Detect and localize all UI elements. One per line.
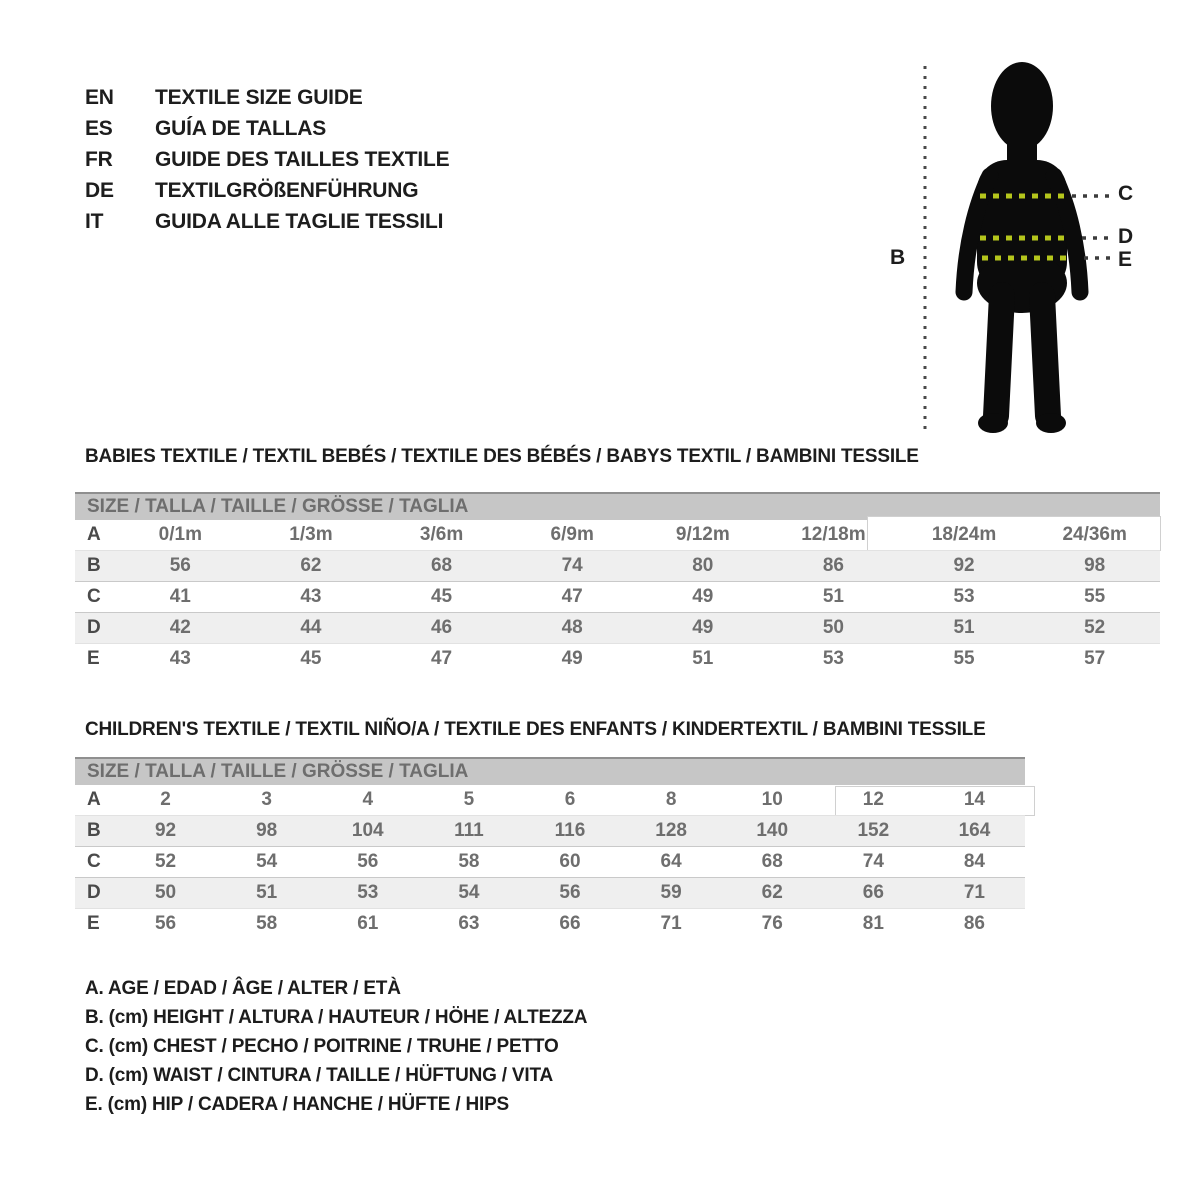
cell: 58 bbox=[256, 913, 278, 934]
cell: 74 bbox=[561, 555, 583, 576]
cell: 74 bbox=[862, 851, 884, 872]
cell: 84 bbox=[963, 851, 985, 872]
cell: 51 bbox=[256, 882, 278, 903]
cell: 42 bbox=[169, 617, 191, 638]
cell: 51 bbox=[953, 617, 975, 638]
children-row-c bbox=[75, 846, 1025, 877]
lang-label-fr: GUIDE DES TAILLES TEXTILE bbox=[155, 147, 450, 171]
row-label: C bbox=[87, 586, 101, 607]
waist-label: D bbox=[1118, 225, 1134, 248]
legend-hip: E. (cm) HIP / CADERA / HANCHE / HÜFTE / HIPS bbox=[85, 1093, 510, 1115]
measurement-figure bbox=[880, 50, 1160, 450]
cell: 56 bbox=[169, 555, 191, 576]
chest-label: C bbox=[1118, 182, 1134, 205]
lang-code-es: ES bbox=[85, 116, 113, 140]
children-table-header: SIZE / TALLA / TAILLE / GRÖSSE / TAGLIA bbox=[75, 757, 1025, 785]
cell: 44 bbox=[300, 617, 322, 638]
cell: 50 bbox=[822, 617, 844, 638]
height-label: B bbox=[890, 246, 906, 269]
row-label: B bbox=[87, 820, 101, 841]
cell: 3 bbox=[261, 789, 272, 810]
cell: 116 bbox=[554, 820, 586, 841]
cell: 81 bbox=[862, 913, 884, 934]
lang-row-de bbox=[85, 175, 449, 206]
children-row-d bbox=[75, 877, 1025, 908]
cell: 64 bbox=[660, 851, 682, 872]
lang-label-it: GUIDA ALLE TAGLIE TESSILI bbox=[155, 209, 444, 233]
cell: 48 bbox=[561, 617, 583, 638]
lang-row-it bbox=[85, 206, 449, 237]
lang-row-fr bbox=[85, 144, 449, 175]
cell: 62 bbox=[761, 882, 783, 903]
row-label: E bbox=[87, 913, 100, 934]
legend-height: B. (cm) HEIGHT / ALTURA / HAUTEUR / HÖHE / ALTEZZA bbox=[85, 1006, 588, 1028]
measurement-legend bbox=[85, 974, 587, 1119]
cell: 98 bbox=[256, 820, 278, 841]
cell: 47 bbox=[430, 648, 453, 669]
cell: 6 bbox=[564, 789, 576, 810]
cell: 5 bbox=[463, 789, 475, 810]
cell: 12/18m bbox=[801, 524, 866, 545]
cell: 45 bbox=[430, 586, 453, 607]
hip-label: E bbox=[1118, 248, 1133, 271]
child-silhouette bbox=[964, 62, 1080, 433]
lang-code-fr: FR bbox=[85, 147, 113, 171]
cell: 54 bbox=[458, 882, 480, 903]
children-row-e bbox=[75, 908, 1025, 939]
cell: 4 bbox=[362, 789, 374, 810]
cell: 92 bbox=[953, 555, 975, 576]
cell: 53 bbox=[822, 648, 844, 669]
cell: 92 bbox=[154, 820, 177, 841]
lang-row-en bbox=[85, 82, 449, 113]
row-label: A bbox=[87, 524, 101, 545]
cell: 49 bbox=[692, 586, 714, 607]
cell: 104 bbox=[351, 820, 384, 841]
lang-label-es: GUÍA DE TALLAS bbox=[155, 116, 327, 140]
babies-row-e bbox=[75, 643, 1160, 674]
cell: 10 bbox=[761, 789, 783, 810]
cell: 80 bbox=[692, 555, 714, 576]
cell: 71 bbox=[963, 882, 985, 903]
cell: 18/24m bbox=[931, 524, 997, 545]
cell: 61 bbox=[357, 913, 379, 934]
cell: 86 bbox=[963, 913, 985, 934]
cell: 52 bbox=[1084, 617, 1106, 638]
children-size-table bbox=[75, 757, 1025, 939]
cell: 128 bbox=[655, 820, 687, 841]
cell: 43 bbox=[169, 648, 191, 669]
cell: 52 bbox=[154, 851, 177, 872]
cell: 98 bbox=[1084, 555, 1106, 576]
cell: 68 bbox=[430, 555, 453, 576]
cell: 164 bbox=[958, 820, 991, 841]
babies-row-c bbox=[75, 581, 1160, 612]
cell: 56 bbox=[357, 851, 379, 872]
cell: 51 bbox=[822, 586, 844, 607]
cell: 68 bbox=[761, 851, 783, 872]
cell: 6/9m bbox=[550, 524, 594, 545]
cell: 47 bbox=[561, 586, 583, 607]
row-label: D bbox=[87, 617, 101, 638]
cell: 111 bbox=[454, 820, 484, 841]
cell: 49 bbox=[561, 648, 583, 669]
cell: 0/1m bbox=[158, 524, 202, 545]
cell: 45 bbox=[300, 648, 322, 669]
lang-code-de: DE bbox=[85, 178, 114, 202]
lang-row-es bbox=[85, 113, 449, 144]
legend-age: A. AGE / EDAD / ÂGE / ALTER / ETÀ bbox=[85, 977, 401, 999]
row-label: D bbox=[87, 882, 101, 903]
language-title-block bbox=[85, 82, 449, 237]
children-row-a bbox=[75, 785, 1025, 815]
cell: 49 bbox=[692, 617, 714, 638]
cell: 12 bbox=[862, 789, 884, 810]
cell: 54 bbox=[256, 851, 278, 872]
cell: 76 bbox=[761, 913, 783, 934]
cell: 59 bbox=[660, 882, 682, 903]
cell: 56 bbox=[154, 913, 177, 934]
cell: 50 bbox=[154, 882, 177, 903]
babies-table-header: SIZE / TALLA / TAILLE / GRÖSSE / TAGLIA bbox=[75, 492, 1160, 520]
cell: 43 bbox=[300, 586, 322, 607]
children-table-title: CHILDREN'S TEXTILE / TEXTIL NIÑO/A / TEXTILE DES ENFANTS / KINDERTEXTIL / BAMBINI TESSILE bbox=[85, 719, 986, 740]
cell: 58 bbox=[458, 851, 480, 872]
babies-table-title: BABIES TEXTILE / TEXTIL BEBÉS / TEXTILE DES BÉBÉS / BABYS TEXTIL / BAMBINI TESSILE bbox=[85, 446, 919, 467]
babies-size-table bbox=[75, 492, 1160, 674]
cell: 66 bbox=[862, 882, 884, 903]
lang-label-en: TEXTILE SIZE GUIDE bbox=[155, 85, 363, 109]
babies-row-d bbox=[75, 612, 1160, 643]
cell: 3/6m bbox=[419, 524, 464, 545]
lang-label-de: TEXTILGRÖßENFÜHRUNG bbox=[155, 178, 419, 202]
cell: 8 bbox=[665, 789, 677, 810]
row-label: E bbox=[87, 648, 100, 669]
cell: 140 bbox=[756, 820, 789, 841]
children-row-b bbox=[75, 815, 1025, 846]
cell: 41 bbox=[169, 586, 191, 607]
cell: 24/36m bbox=[1062, 524, 1127, 545]
cell: 71 bbox=[660, 913, 682, 934]
cell: 14 bbox=[963, 789, 985, 810]
row-label: C bbox=[87, 851, 101, 872]
cell: 66 bbox=[559, 913, 581, 934]
cell: 86 bbox=[822, 555, 844, 576]
cell: 1/3m bbox=[289, 524, 333, 545]
cell: 9/12m bbox=[675, 524, 730, 545]
lang-code-it: IT bbox=[85, 209, 104, 233]
cell: 55 bbox=[1084, 586, 1106, 607]
babies-row-b bbox=[75, 550, 1160, 581]
cell: 62 bbox=[300, 555, 322, 576]
legend-waist: D. (cm) WAIST / CINTURA / TAILLE / HÜFTUNG / VITA bbox=[85, 1064, 553, 1086]
cell: 51 bbox=[692, 648, 714, 669]
cell: 60 bbox=[559, 851, 581, 872]
row-label: A bbox=[87, 789, 101, 810]
cell: 2 bbox=[160, 789, 171, 810]
cell: 152 bbox=[857, 820, 890, 841]
cell: 46 bbox=[430, 617, 453, 638]
cell: 63 bbox=[458, 913, 480, 934]
cell: 56 bbox=[559, 882, 581, 903]
babies-row-a bbox=[75, 520, 1160, 550]
legend-chest: C. (cm) CHEST / PECHO / POITRINE / TRUHE / PETTO bbox=[85, 1035, 559, 1057]
cell: 57 bbox=[1084, 648, 1106, 669]
row-label: B bbox=[87, 555, 101, 576]
cell: 53 bbox=[357, 882, 379, 903]
lang-code-en: EN bbox=[85, 85, 114, 109]
cell: 55 bbox=[953, 648, 975, 669]
cell: 53 bbox=[953, 586, 975, 607]
